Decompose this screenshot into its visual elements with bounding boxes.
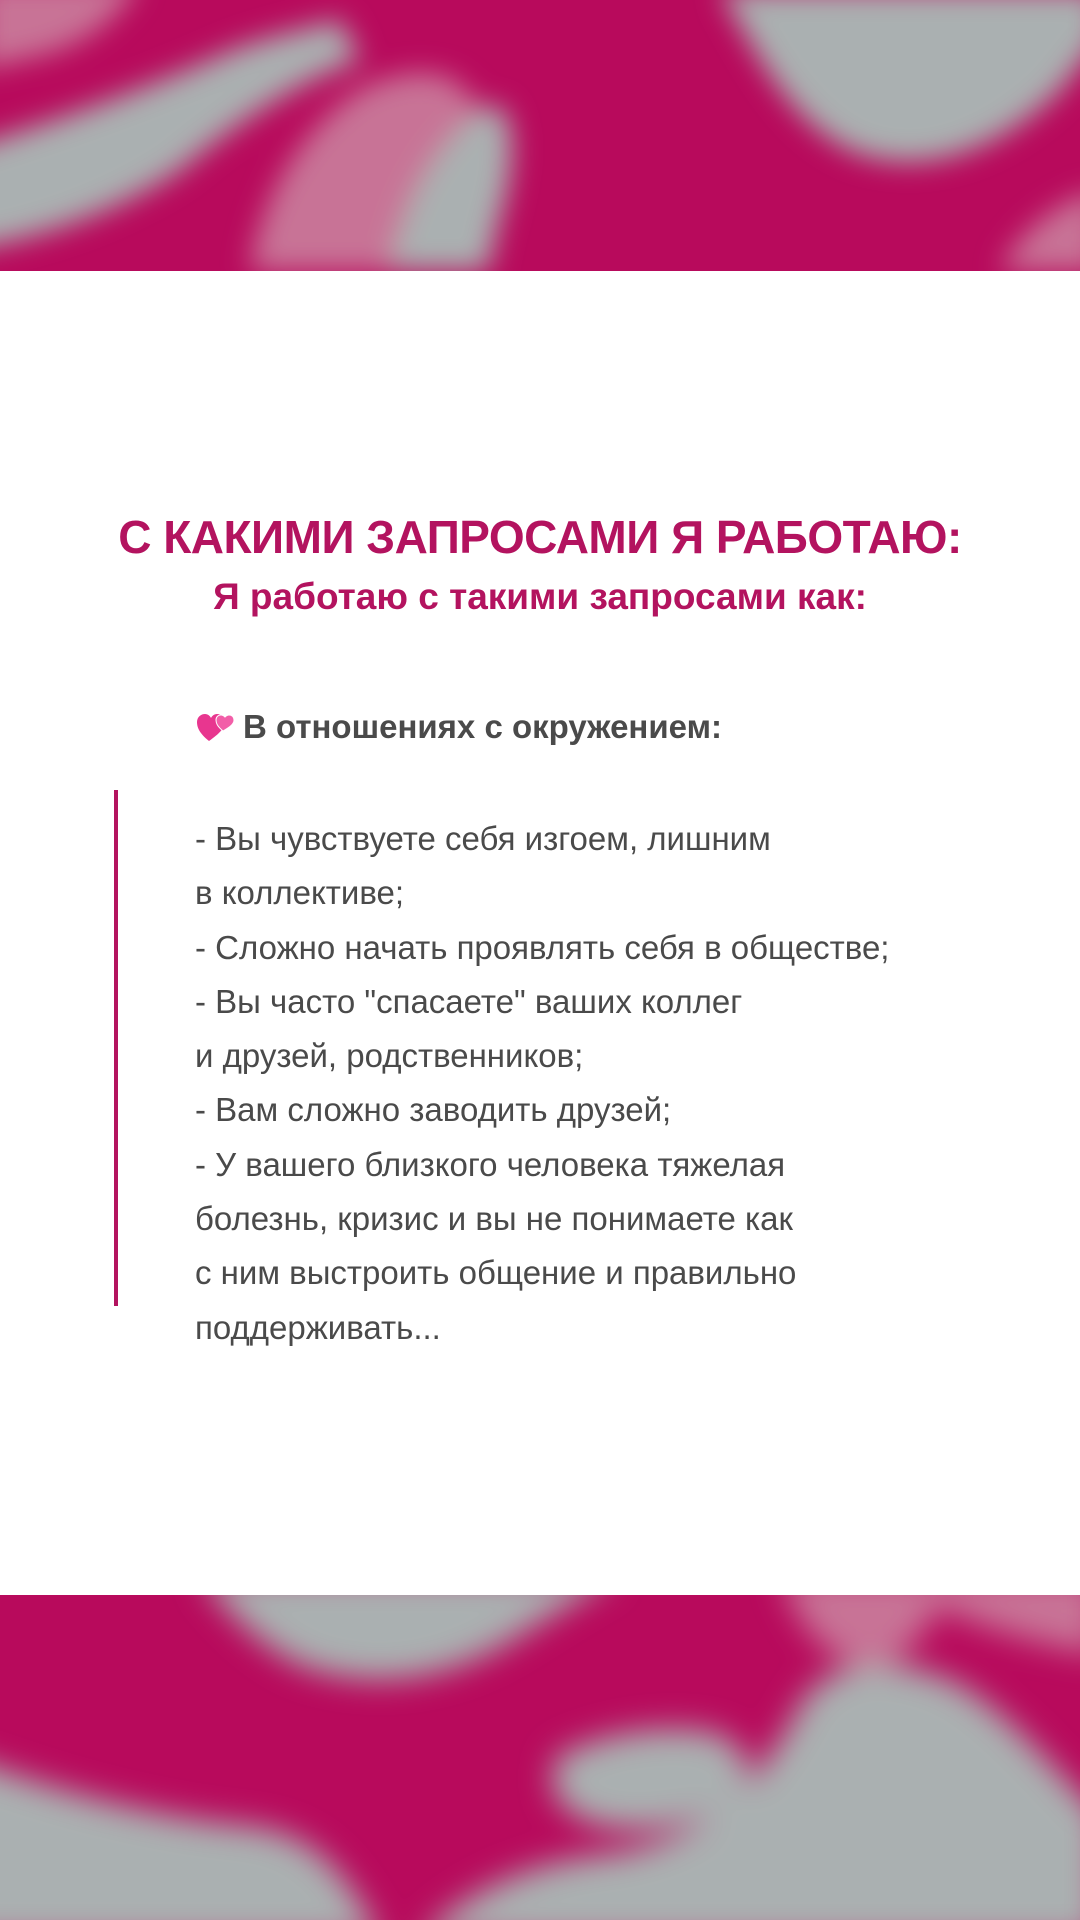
- section-heading-label: В отношениях с окружением:: [243, 708, 722, 745]
- list-item: болезнь, кризис и вы не понимаете как: [195, 1200, 793, 1238]
- list-item: - Вы часто "спасаете" ваших коллег: [195, 982, 743, 1020]
- list-item: - Вам сложно заводить друзей;: [195, 1091, 672, 1129]
- list-item: поддерживать...: [195, 1308, 441, 1346]
- abstract-wave-pattern: [0, 0, 1080, 271]
- decorative-pattern-bottom: [0, 1595, 1080, 1920]
- two-hearts-icon: [195, 707, 235, 747]
- list-item: с ним выстроить общение и правильно: [195, 1254, 797, 1292]
- list-item: в коллективе;: [195, 874, 405, 912]
- decorative-pattern-top: [0, 0, 1080, 271]
- list-item: - Сложно начать проявлять себя в обществе;: [195, 928, 890, 966]
- list-item: - Вы чувствуете себя изгоем, лишним: [195, 820, 771, 857]
- accent-bar: [114, 790, 118, 1306]
- abstract-wave-pattern: [0, 1595, 1080, 1920]
- page-title: С КАКИМИ ЗАПРОСАМИ Я РАБОТАЮ:: [118, 511, 962, 563]
- list-item: - У вашего близкого человека тяжелая: [195, 1145, 786, 1183]
- page-subtitle: Я работаю с такими запросами как:: [213, 576, 867, 617]
- list-item: и друзей, родственников;: [195, 1037, 584, 1075]
- section-heading: [195, 707, 722, 747]
- request-list: [195, 812, 995, 1355]
